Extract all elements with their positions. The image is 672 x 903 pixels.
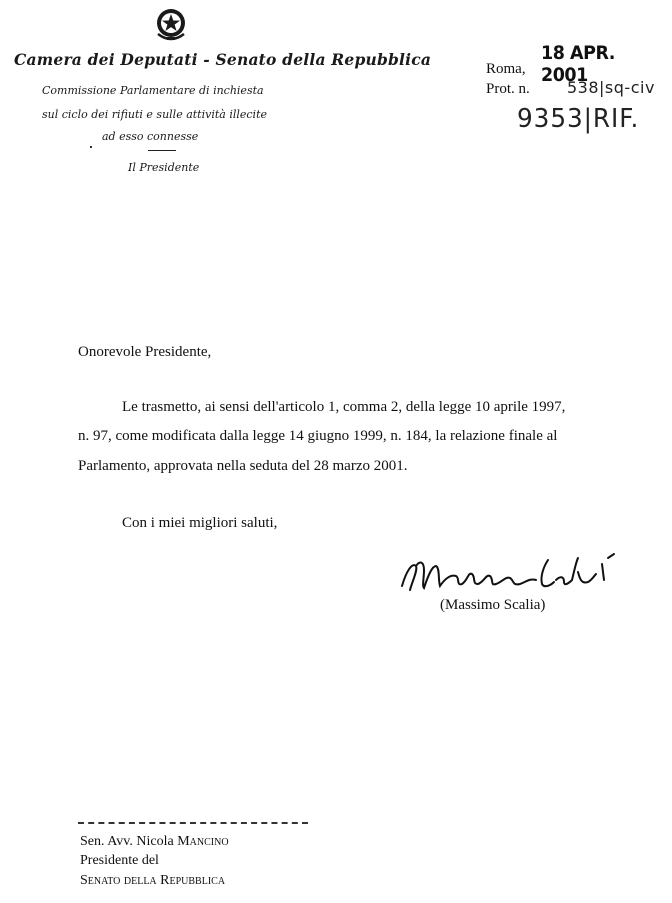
signatory-name: (Massimo Scalia) <box>440 597 546 613</box>
reference-number-handwritten: 9353|RIF. <box>517 104 640 134</box>
handwritten-signature <box>398 552 626 598</box>
commission-name-line1: Commissione Parlamentare di inchiesta <box>42 84 264 97</box>
letterhead-divider <box>148 150 176 151</box>
commission-name-line3: ad esso connesse <box>102 130 199 143</box>
salutation: Onorevole Presidente, <box>78 344 212 360</box>
letterhead-office: Il Presidente <box>128 161 200 174</box>
italian-republic-emblem-icon <box>152 4 190 44</box>
date-stamp: 18 APR. 2001 <box>541 42 615 86</box>
closing-line: Con i miei migliori saluti, <box>122 515 278 531</box>
addressee-line-3: Senato della Repubblica <box>80 873 226 888</box>
paragraph-line-2: n. 97, come modificata dalla legge 14 giugno 1999, n. 184, la relazione finale al <box>78 428 558 444</box>
paragraph-line-3: Parlamento, approvata nella seduta del 28 marzo 2001. <box>78 458 408 474</box>
addressee-line-1 <box>80 834 229 850</box>
addressee-surname: Mancino <box>177 834 229 849</box>
protocol-number-handwritten: 538|sq-civ <box>567 78 655 97</box>
place-label: Roma, <box>486 61 526 77</box>
stray-mark <box>90 146 92 148</box>
addressee-divider <box>78 822 308 824</box>
commission-name-line2: sul ciclo dei rifiuti e sulle attività illecite <box>42 108 267 121</box>
paragraph-line-1: Le trasmetto, ai sensi dell'articolo 1, comma 2, della legge 10 aprile 1997, <box>122 399 566 415</box>
addressee-title-name: Sen. Avv. Nicola <box>80 834 178 849</box>
addressee-line-2: Presidente del <box>80 853 159 868</box>
letterhead-title: Camera dei Deputati - Senato della Repubblica <box>14 50 432 69</box>
protocol-label: Prot. n. <box>486 81 530 97</box>
